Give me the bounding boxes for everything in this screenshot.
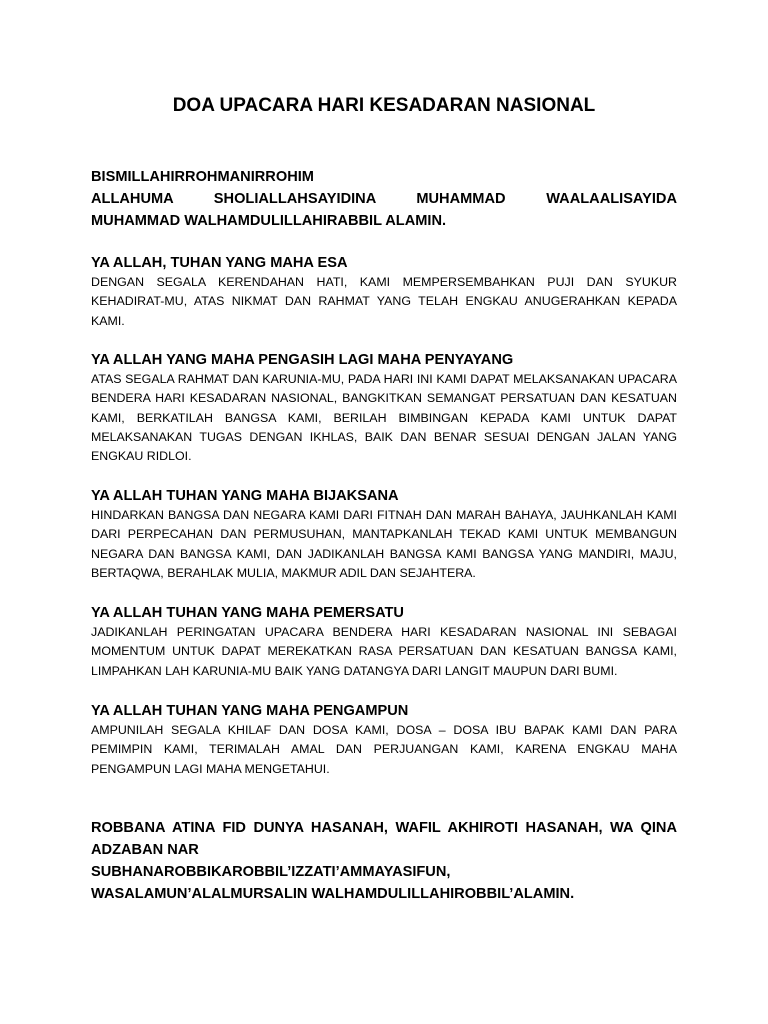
prayer-section-1 xyxy=(91,254,677,331)
section-body: DENGAN SEGALA KERENDAHAN HATI, KAMI MEMPERSEMBAHKAN PUJI DAN SYUKUR KEHADIRAT-MU, ATAS NIKMAT DAN RAHMAT YANG TELAH ENGKAU ANUGERAHKAN KEPADA KAMI. xyxy=(91,275,677,328)
section-heading: YA ALLAH YANG MAHA PENGASIH LAGI MAHA PENYAYANG xyxy=(91,352,514,368)
opening-prayer xyxy=(91,166,677,232)
opening-line-3: MUHAMMAD WALHAMDULILLAHIRABBIL ALAMIN. xyxy=(91,213,447,229)
prayer-section-5 xyxy=(91,702,677,779)
section-body: AMPUNILAH SEGALA KHILAF DAN DOSA KAMI, DOSA – DOSA IBU BAPAK KAMI DAN PARA PEMIMPIN KAMI, TERIMALAH AMAL DAN PERJUANGAN KAMI, KARENA ENGKAU MAHA PENGAMPUN LAGI MAHA MENGETAHUI. xyxy=(91,723,677,776)
section-heading: YA ALLAH TUHAN YANG MAHA PENGAMPUN xyxy=(91,703,409,719)
closing-line-2: ADZABAN NAR xyxy=(91,842,199,858)
opening-line-2: ALLAHUMA SHOLIALLAHSAYIDINA MUHAMMAD WAALAALISAYIDA xyxy=(91,191,677,207)
closing-prayer xyxy=(91,817,677,905)
closing-line-1: ROBBANA ATINA FID DUNYA HASANAH, WAFIL AKHIROTI HASANAH, WA QINA xyxy=(91,820,677,836)
prayer-section-4 xyxy=(91,604,677,681)
section-heading: YA ALLAH TUHAN YANG MAHA BIJAKSANA xyxy=(91,488,399,504)
section-body: HINDARKAN BANGSA DAN NEGARA KAMI DARI FITNAH DAN MARAH BAHAYA, JAUHKANLAH KAMI DARI PERPECAHAN DAN PERMUSUHAN, MANTAPKANLAH TEKAD KAMI UNTUK MEMBANGUN NEGARA DAN BANGSA KAMI, DAN JADIKANLAH BANGSA KAMI BANGSA YANG MANDIRI, MAJU, BERTAQWA, BERAHLAK MULIA, MAKMUR ADIL DAN SEJAHTERA. xyxy=(91,508,677,580)
closing-line-3: SUBHANAROBBIKAROBBIL’IZZATI’AMMAYASIFUN, xyxy=(91,864,451,880)
section-heading: YA ALLAH TUHAN YANG MAHA PEMERSATU xyxy=(91,605,404,621)
closing-line-4: WASALAMUN’ALALMURSALIN WALHAMDULILLAHIROBBIL’ALAMIN. xyxy=(91,886,575,902)
prayer-section-3 xyxy=(91,487,677,583)
section-body: JADIKANLAH PERINGATAN UPACARA BENDERA HARI KESADARAN NASIONAL INI SEBAGAI MOMENTUM UNTUK DAPAT MEREKATKAN RASA PERSATUAN DAN KESATUAN BANGSA KAMI, LIMPAHKAN LAH KARUNIA-MU BAIK YANG DATANGYA DARI LANGIT MAUPUN DARI BUMI. xyxy=(91,625,677,678)
opening-line-1: BISMILLAHIRROHMANIRROHIM xyxy=(91,169,314,185)
document-title: DOA UPACARA HARI KESADARAN NASIONAL xyxy=(172,95,596,116)
prayer-section-2 xyxy=(91,351,677,466)
section-heading: YA ALLAH, TUHAN YANG MAHA ESA xyxy=(91,255,348,271)
section-body: ATAS SEGALA RAHMAT DAN KARUNIA-MU, PADA HARI INI KAMI DAPAT MELAKSANAKAN UPACARA BENDERA HARI KESADARAN NASIONAL, BANGKITKAN SEMANGAT PERSATUAN DAN KESATUAN KAMI, BERKATILAH BANGSA KAMI, BERILAH BIMBINGAN KEPADA KAMI UNTUK DAPAT MELAKSANAKAN TUGAS DENGAN IKHLAS, BAIK DAN BENAR SESUAI DENGAN JALAN YANG ENGKAU RIDLOI. xyxy=(91,372,677,464)
